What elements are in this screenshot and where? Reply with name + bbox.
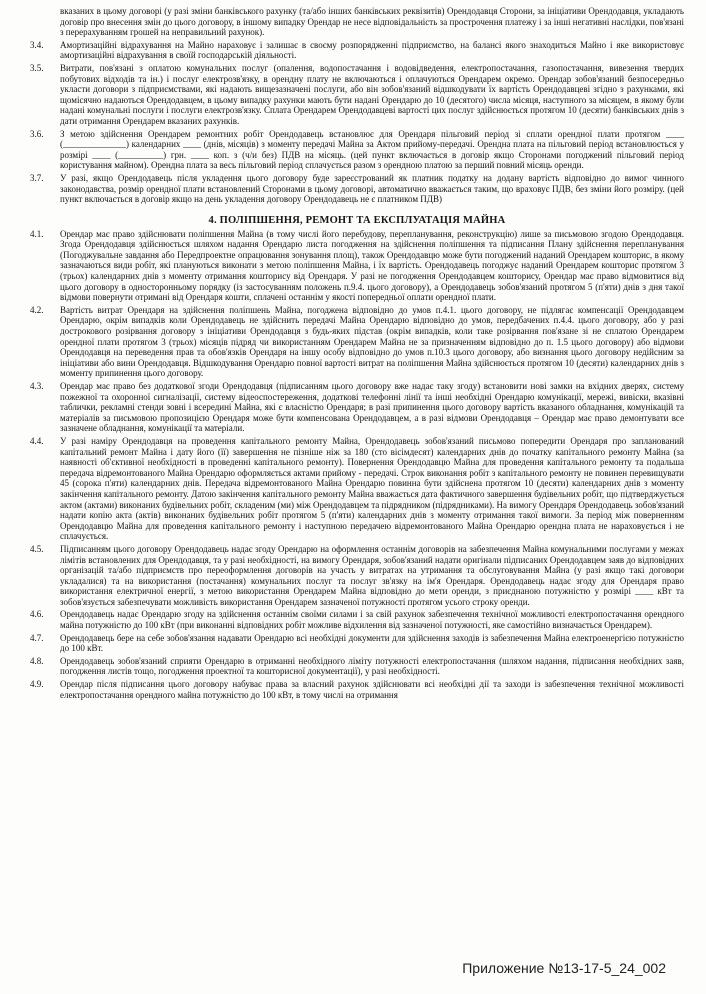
clause-text: Орендодавець надає Орендарю згоду на здійснення останнім своїми силами і за свій рахунок забезпечення технічної можливості електропостачання орендного майна потужністю до 100 кВт (при виконанні відповідних робіт можливе відхилення від зазначеної потужності, яке самостійно визначається Орендарем). xyxy=(60,609,684,631)
intro-text: вказаних в цьому договорі (у разі зміни банківського рахунку (та/або інших банківських реквізитів) Орендодавця Сторони, за ініціативи Орендодавця, укладають договір про внесення змін до цього договору, в іншому випадку Орендар не несе відповідальність за прострочення платежу і за інші негативні наслідки, пов'язані з перерахуванням грошей на неправильний рахунок). xyxy=(60,6,684,38)
clause-3-7 xyxy=(30,173,684,205)
clause-number: 4.8. xyxy=(30,655,44,666)
clause-3-5 xyxy=(30,63,684,127)
clause-number: 3.5. xyxy=(30,62,44,73)
clause-number: 4.7. xyxy=(30,632,44,643)
clause-number: 4.3. xyxy=(30,381,44,391)
clause-4-3 xyxy=(30,381,684,434)
clause-4-5 xyxy=(30,544,684,608)
clause-text: У разі, якщо Орендодавець після укладення цього договору буде зареєстрований як платник податку на додану вартість відповідно до вимог чинного законодавства, розмір орендної плати встановлений Сторонами в цьому договорі, автоматично вважається таким, що враховує ПДВ, без зміни його розміру. (цей пункт включається в договір якщо на день укладення договору Орендодавець не є платником ПДВ) xyxy=(60,172,684,205)
clause-text: Орендодавець бере на себе зобов'язання надавати Орендарю всі необхідні документи для здійснення заходів із забезпечення Майна електроенергією потужністю до 100 кВт. xyxy=(60,632,684,654)
clause-text: Орендар після підписання цього договору набуває права за власний рахунок здійснювати всі необхідні дії та заходи із забезпечення технічної можливості електропостачання орендного майна потужністю до 100 кВт, в тому числі на отримання xyxy=(60,679,684,700)
clause-3-6 xyxy=(30,129,684,171)
clause-number: 3.4. xyxy=(30,39,44,50)
clause-4-6 xyxy=(30,609,684,630)
clause-text: Орендар має право здійснювати поліпшення Майна (в тому числі його перебудову, перепланування, реконструкцію) лише за письмовою згодою Орендодавця. Згода Орендодавця здійснюється шляхом надання Орендарю листа погодження на здійснення поліпшення та підписання Плану здійснення перепланування (Погоджувальне завдання або Передпроектне опрацювання зонування площ), також Орендодавцю може бути погоджений наданий Орендарем кошторис, в якому зазначаються види робіт, які плануються виконати з метою поліпшення Майна, і їх вартість. Орендодавець погоджує наданий Орендарем кошторис протягом 3 (трьох) календарних днів з моменту отримання кошторису від Орендаря. У разі не погодження Орендодавцем кошторису, Орендар має право відмовитися від цього договору в односторонньому порядку (із застосуванням положень п.9.4. цього договору), а Орендодавець зобов'язаний протягом 5 (п'яти) днів з дня такої відмови повернути отримані від Орендаря кошти, сплачені останнім у якості попередньої оплати орендної плати. xyxy=(60,228,684,303)
clause-number: 4.9. xyxy=(30,679,44,690)
intro-paragraph xyxy=(30,6,684,38)
appendix-footer: Приложение №13-17-5_24_002 xyxy=(462,960,666,976)
clause-number: 4.6. xyxy=(30,609,44,620)
clause-4-4 xyxy=(30,436,684,542)
clause-text: Орендодавець зобов'язаний сприяти Орендарю в отриманні необхідного ліміту потужності електропостачання (шляхом надання, підписання необхідних заяв, погодження листів тощо, погодження проектної та кошторисної документації), у разі необхідності. xyxy=(60,655,684,677)
clause-number: 4.4. xyxy=(30,435,44,446)
section-4-title: 4. ПОЛІПШЕННЯ, РЕМОНТ ТА ЕКСПЛУАТАЦІЯ МАЙНА xyxy=(208,214,506,226)
clause-text: Вартість витрат Орендаря на здійснення поліпшень Майна, погоджена відповідно до умов п.4.1. цього договору, не підлягає компенсації Орендодавцем Орендарю, окрім випадків коли Орендодавець не здійснить передачі Майна Орендарю відповідно до умов, передбачених п.4.4. цього договору, або у разі дострокового розірвання договору з ініціативи Орендодавця з будь-яких підстав (окрім випадків, коли таке розірвання пов'язане зі не сплатою Орендарем орендної плати протягом 3 (трьох) місяців підряд чи використанням Орендарем Майна не за призначенням відповідно до п. 1.5 цього договору) або відмови Орендодавця на переведення прав та обов'язків Орендаря на іншу особу відповідно до умов п.10.3 цього договору, або визнання цього договору недійсним за ініціативи або вини Орендодавця. Відшкодування Орендарю повної вартості витрат на поліпшення Майна здійснюється протягом 10 (десяти) календарних днів з моменту припинення цього договору. xyxy=(60,304,684,379)
clause-number: 4.2. xyxy=(30,304,44,315)
clause-text: У разі наміру Орендодавця на проведення капітального ремонту Майна, Орендодавець зобов'язаний письмово попередити Орендаря про запланований капітальний ремонт Майна і дату його (її) завершення не пізніше ніж за 180 (сто вісімдесят) календарних днів до початку капітального ремонту Майна (за наявності об'єктивної необхідності в проведенні капітального ремонту). Повернення Орендодавцю Майна для проведення капітального ремонту та подальша передача відремонтованого Майна Орендарю оформляється актами прийому - передачі. Строк виконання робіт з капітального ремонту не повинен перевищувати 45 (сорока п'яти) календарних днів. Передача відремонтованого Майна Орендарю повинна бути здійснена протягом 10 (десяти) календарних днів з моменту закінчення капітального ремонту. Датою закінчення капітального ремонту Майна вважається дата фактичного завершення будівельних робіт, що підтверджується актом (актами) виконаних будівельних робіт, складеним (ми) між Орендодавцем та підрядником (підрядниками). На вимогу Орендаря Орендодавець зобов'язаний надати копію акта (актів) виконаних будівельних робіт протягом 5 (п'яти) календарних днів з моменту отримання такої вимоги. За період між поверненням Орендодавцю Майна для проведення капітального ремонту і наступною передачею відремонтованого Майна Орендарю орендна плата не нараховується і не сплачується. xyxy=(60,435,684,542)
clause-text: Орендар має право без додаткової згоди Орендодавця (підписанням цього договору вже надає таку згоду) встановити нові замки на вхідних дверях, систему пожежної та охоронної сигналізації, систему відеоспостереження, додаткові телефонні лінії та інші необхідні Орендарю комунікації, мережі, вивіски, вказівні таблички, рекламні стенди зовні і всередині Майна, які є власністю Орендаря; в разі припинення цього договору вартість вказаного обладнання, комунікацій та матеріалів за письмовою пропозицією Орендаря може бути компенсована Орендодавцем, а в разі відмови Орендодавця – Орендар має право демонтувати все зазначене обладнання, комунікації та матеріали. xyxy=(60,381,684,434)
clause-4-2 xyxy=(30,305,684,379)
clause-4-7 xyxy=(30,633,684,654)
clause-text: Підписанням цього договору Орендодавець надає згоду Орендарю на оформлення останнім договорів на забезпечення Майна комунальними послугами у межах лімітів встановлених для Орендодавця, та у разі необхідності, на вимогу Орендаря, зобов'язаний надати оригінали підписаних Орендодавцем заяв до відповідних організацій та/або підприємств про переоформлення договорів на участь у витратах на утримання та обслуговування Майна (у разі якщо такі договори укладалися) та на використання (постачання) комунальних послуг та послуг зв'язку на ім'я Орендаря. Орендодавець надає згоду для Орендаря право використання електричної енергії, з метою використання Орендарем Майна відповідно до мети оренди, з приєднаною потужністю у розмірі ____ кВт та зобов'язується забезпечувати можливість використання Орендарем зазначеної потужності протягом усього строку оренди. xyxy=(60,543,684,607)
clause-number: 3.7. xyxy=(30,172,44,183)
clause-4-1 xyxy=(30,229,684,303)
clause-number: 3.6. xyxy=(30,128,44,139)
clause-3-4 xyxy=(30,40,684,61)
clause-4-9 xyxy=(30,679,684,700)
clause-text: З метою здійснення Орендарем ремонтних робіт Орендодавець встановлює для Орендаря пільговий період зі сплати орендної плати протягом ____ (______________) календарних ____ (днів, місяців) з моменту передачі Майна за Актом прийому-передачі. Орендна плата на пільговий період встановлюється у розмірі ____ (__________) грн. ____ коп. з (ч/и без) ПДВ на місяць. (цей пункт включається в договір якщо Сторонами погоджений пільговий період користування майном). Орендна плата за весь пільговий період сплачується разом з орендною платою за перший повний місяць оренди. xyxy=(60,128,684,171)
clause-text: Амортизаційні відрахування на Майно нараховує і залишає в своєму розпорядженні підприємство, на балансі якого знаходиться Майно і яке використовує амортизаційні відрахування в своїй господарській діяльності. xyxy=(60,39,684,61)
clause-text: Витрати, пов'язані з оплатою комунальних послуг (опалення, водопостачання і водовідведення, електропостачання, газопостачання, вивезення твердих побутових відходів та ін.) і послуг електрозв'язку, в орендну плату не включаються і оплачуються Орендарем окремо. Орендар зобов'язаний безпосередньо укласти договори з підприємствами, які надають вищезазначені послуги, або він зобов'язаний відшкодувати їх вартість Орендодавцеві згідно з рахунками, які щомісячно надаються Орендодавцем, в цьому випадку рахунки мають бути надані Орендарю до 10 (десятого) числа місяця, наступного за місяцем, в якому були надані комунальні послуги і послуги електрозв'язку. Сплата Орендарем Орендодавцеві вартості цих послуг здійснюється протягом 10 (десяти) банківських днів з дати отримання Орендарем вказаних рахунків. xyxy=(60,62,684,126)
clause-4-8 xyxy=(30,656,684,677)
indent-spacer xyxy=(30,6,60,38)
clause-number: 4.1. xyxy=(30,228,44,239)
clause-number: 4.5. xyxy=(30,543,44,554)
